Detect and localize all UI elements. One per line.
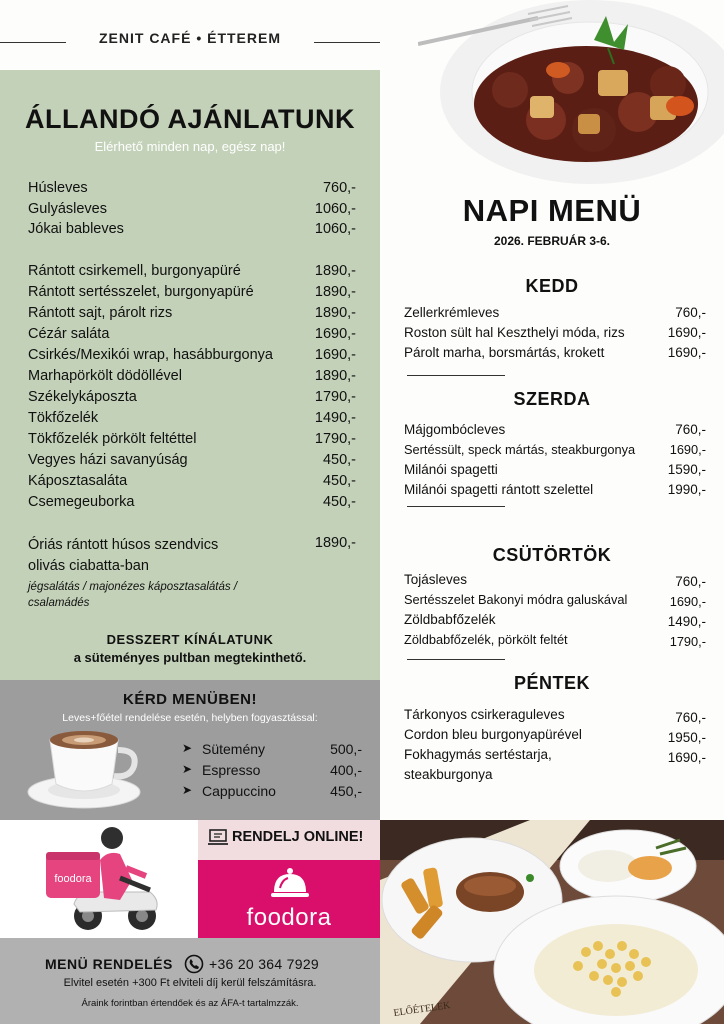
courier-image [0, 820, 198, 938]
item-name: Gulyásleves [28, 201, 107, 217]
divider [407, 375, 505, 376]
daily-item-name: Cordon bleu burgonyapürével [404, 727, 582, 742]
menu-item [28, 284, 358, 304]
brand-name: ZENIT CAFÉ • ÉTTEREM [98, 30, 281, 46]
sandwich-bread: olivás ciabatta-ban [28, 558, 149, 574]
menu-item [28, 494, 358, 514]
item-name: Vegyes házi savanyúság [28, 452, 188, 468]
daily-item-price: 1690,- [667, 325, 706, 340]
divider [407, 506, 505, 507]
daily-item-name: Sertésszelet Bakonyi módra galuskával [404, 592, 628, 607]
item-price: 450,- [322, 494, 356, 510]
daily-item [404, 727, 706, 747]
sandwich-name: Óriás rántott húsos szendvics [28, 537, 219, 553]
item-price: 1890,- [314, 305, 356, 321]
daily-item-name: Milánói spagetti [404, 462, 498, 477]
item-name: Csemegeuborka [28, 494, 135, 510]
combo-item-name: Cappuccino [202, 783, 276, 799]
daily-item-price: 1990,- [667, 482, 706, 497]
day-heading-szerda: SZERDA [513, 389, 591, 409]
menu-item [28, 263, 358, 283]
item-name: Rántott sajt, párolt rizs [28, 305, 173, 321]
item-price: 1060,- [314, 201, 356, 217]
menu-item [28, 221, 358, 241]
daily-item [404, 345, 706, 365]
daily-item-name: Zöldbabfőzelék, pörkölt feltét [404, 632, 568, 647]
item-price: 1790,- [314, 389, 356, 405]
item-price: 1690,- [314, 326, 356, 342]
daily-item-price: 1690,- [667, 750, 706, 765]
delivery-note: Elvitel esetén +300 Ft elviteli díj kerül felszámításra. [63, 977, 317, 989]
item-price: 1890,- [314, 263, 356, 279]
combo-item-price: 400,- [330, 762, 362, 778]
daily-item [404, 482, 706, 502]
daily-item-name: Zellerkrémleves [404, 305, 500, 320]
daily-item-price: 1690,- [669, 442, 706, 457]
coffee-cup-image [26, 726, 146, 817]
daily-item [404, 592, 706, 612]
menu-item [28, 389, 358, 409]
dessert-title: DESSZERT KÍNÁLATUNK [106, 632, 274, 647]
menu-item [28, 368, 358, 388]
combo-item [182, 741, 362, 761]
phone-number[interactable]: +36 20 364 7929 [209, 956, 319, 972]
daily-item-price: 1790,- [669, 634, 706, 649]
daily-item [404, 632, 706, 652]
combo-item-price: 450,- [330, 783, 362, 799]
daily-item-price: 760,- [675, 422, 706, 437]
sandwich-price: 1890,- [314, 535, 356, 551]
item-name: Tökfőzelék pörkölt feltéttel [28, 431, 197, 447]
daily-item [404, 422, 706, 442]
item-price: 1790,- [314, 431, 356, 447]
daily-item-name: Tojásleves [404, 572, 468, 587]
daily-item [404, 707, 706, 727]
daily-item [404, 305, 706, 325]
daily-item-name: Fokhagymás sertéstarja, steakburgonya [404, 747, 552, 782]
daily-item-name: Párolt marha, borsmártás, krokett [404, 345, 605, 360]
combo-item [182, 783, 362, 803]
item-name: Rántott sertésszelet, burgonyapüré [28, 284, 254, 300]
vat-note: Áraink forintban értendőek és az ÁFA-t tartalmzzák. [81, 998, 299, 1009]
daily-item-price: 760,- [675, 710, 706, 725]
combo-item-price: 500,- [330, 741, 362, 757]
daily-item [404, 572, 706, 592]
combo-item-name: Sütemény [202, 741, 266, 757]
item-price: 450,- [322, 452, 356, 468]
order-online-label: RENDELJ ONLINE! [232, 829, 364, 845]
menu-item [28, 326, 358, 346]
daily-item [404, 462, 706, 482]
laptop-cart-icon [208, 828, 230, 853]
arrow-icon: ➤ [182, 741, 193, 755]
daily-item [404, 325, 706, 345]
item-price: 1690,- [314, 347, 356, 363]
daily-item-price: 1950,- [667, 730, 706, 745]
daily-item-name: Milánói spagetti rántott szelettel [404, 482, 594, 497]
menu-item [28, 431, 358, 451]
arrow-icon: ➤ [182, 783, 193, 797]
daily-item-name: Roston sült hal Keszthelyi móda, rizs [404, 325, 625, 340]
day-heading-kedd: KEDD [525, 276, 579, 296]
courier-badge: foodora [54, 873, 92, 885]
day-heading-pentek: PÉNTEK [513, 673, 590, 693]
item-price: 1890,- [314, 284, 356, 300]
beef-stew-photo [418, 0, 724, 200]
item-price: 1490,- [314, 410, 356, 426]
daily-item-price: 760,- [675, 305, 706, 320]
header-rule-right [314, 42, 380, 43]
item-name: Csirkés/Mexikói wrap, hasábburgonya [28, 347, 273, 363]
item-name: Tökfőzelék [28, 410, 99, 426]
food-table-photo [380, 820, 724, 1024]
menu-item [28, 410, 358, 430]
daily-item-price: 1490,- [667, 614, 706, 629]
daily-item-name: Zöldbabfőzelék [404, 612, 496, 627]
daily-item-price: 1590,- [667, 462, 706, 477]
item-name: Húsleves [28, 180, 88, 196]
permanent-offer-subtitle: Elérhető minden nap, egész nap! [94, 139, 286, 154]
item-name: Káposztasaláta [28, 473, 128, 489]
menu-item [28, 305, 358, 325]
daily-item-price: 1690,- [669, 594, 706, 609]
menu-item [28, 180, 358, 200]
daily-item-name: Májgombócleves [404, 422, 506, 437]
header [0, 30, 380, 56]
sandwich-line2 [28, 558, 358, 578]
daily-item-name: Tárkonyos csirkeraguleves [404, 707, 565, 722]
sandwich-options: jégsalátás / majonézes káposztasalátás / csalamádés [28, 581, 238, 609]
daily-item-price: 1690,- [667, 345, 706, 360]
item-name: Székelykáposzta [28, 389, 137, 405]
menu-item [28, 452, 358, 472]
menu-order-label: MENÜ RENDELÉS [45, 956, 173, 972]
sandwich-item [28, 537, 358, 557]
item-price: 450,- [322, 473, 356, 489]
menu-item [28, 473, 358, 493]
daily-menu-title: NAPI MENÜ [462, 193, 642, 228]
phone-icon [184, 954, 204, 979]
daily-item [404, 750, 706, 770]
arrow-icon: ➤ [182, 762, 193, 776]
item-name: Cézár saláta [28, 326, 110, 342]
daily-item [404, 442, 706, 462]
combo-item-name: Espresso [202, 762, 261, 778]
daily-item [404, 612, 706, 632]
item-name: Marhapörkölt dödöllével [28, 368, 182, 384]
combo-title: KÉRD MENÜBEN! [123, 691, 257, 708]
daily-menu-dates: 2026. FEBRUÁR 3-6. [493, 234, 611, 248]
cloche-icon [270, 866, 310, 905]
item-name: Jókai bableves [28, 221, 124, 237]
menu-item [28, 201, 358, 221]
item-name: Rántott csirkemell, burgonyapüré [28, 263, 241, 279]
combo-item [182, 762, 362, 782]
menu-item [28, 347, 358, 367]
permanent-offer-title: ÁLLANDÓ AJÁNLATUNK [25, 104, 355, 134]
combo-subtitle: Leves+főétel rendelése esetén, helyben fogyasztással: [62, 712, 318, 724]
daily-item-price: 760,- [675, 574, 706, 589]
item-price: 760,- [322, 180, 356, 196]
divider [407, 659, 505, 660]
item-price: 1060,- [314, 221, 356, 237]
day-heading-csutortok: CSÜTÖRTÖK [492, 545, 612, 565]
paper-menu-text: ELŐÉTELEK [392, 1000, 452, 1019]
daily-item-name: Sertéssült, speck mártás, steakburgonya [404, 442, 636, 457]
item-price: 1890,- [314, 368, 356, 384]
header-rule-left [0, 42, 66, 43]
foodora-logo-text: foodora [246, 904, 332, 931]
dessert-subtitle: a süteményes pultban megtekinthető. [73, 650, 307, 665]
